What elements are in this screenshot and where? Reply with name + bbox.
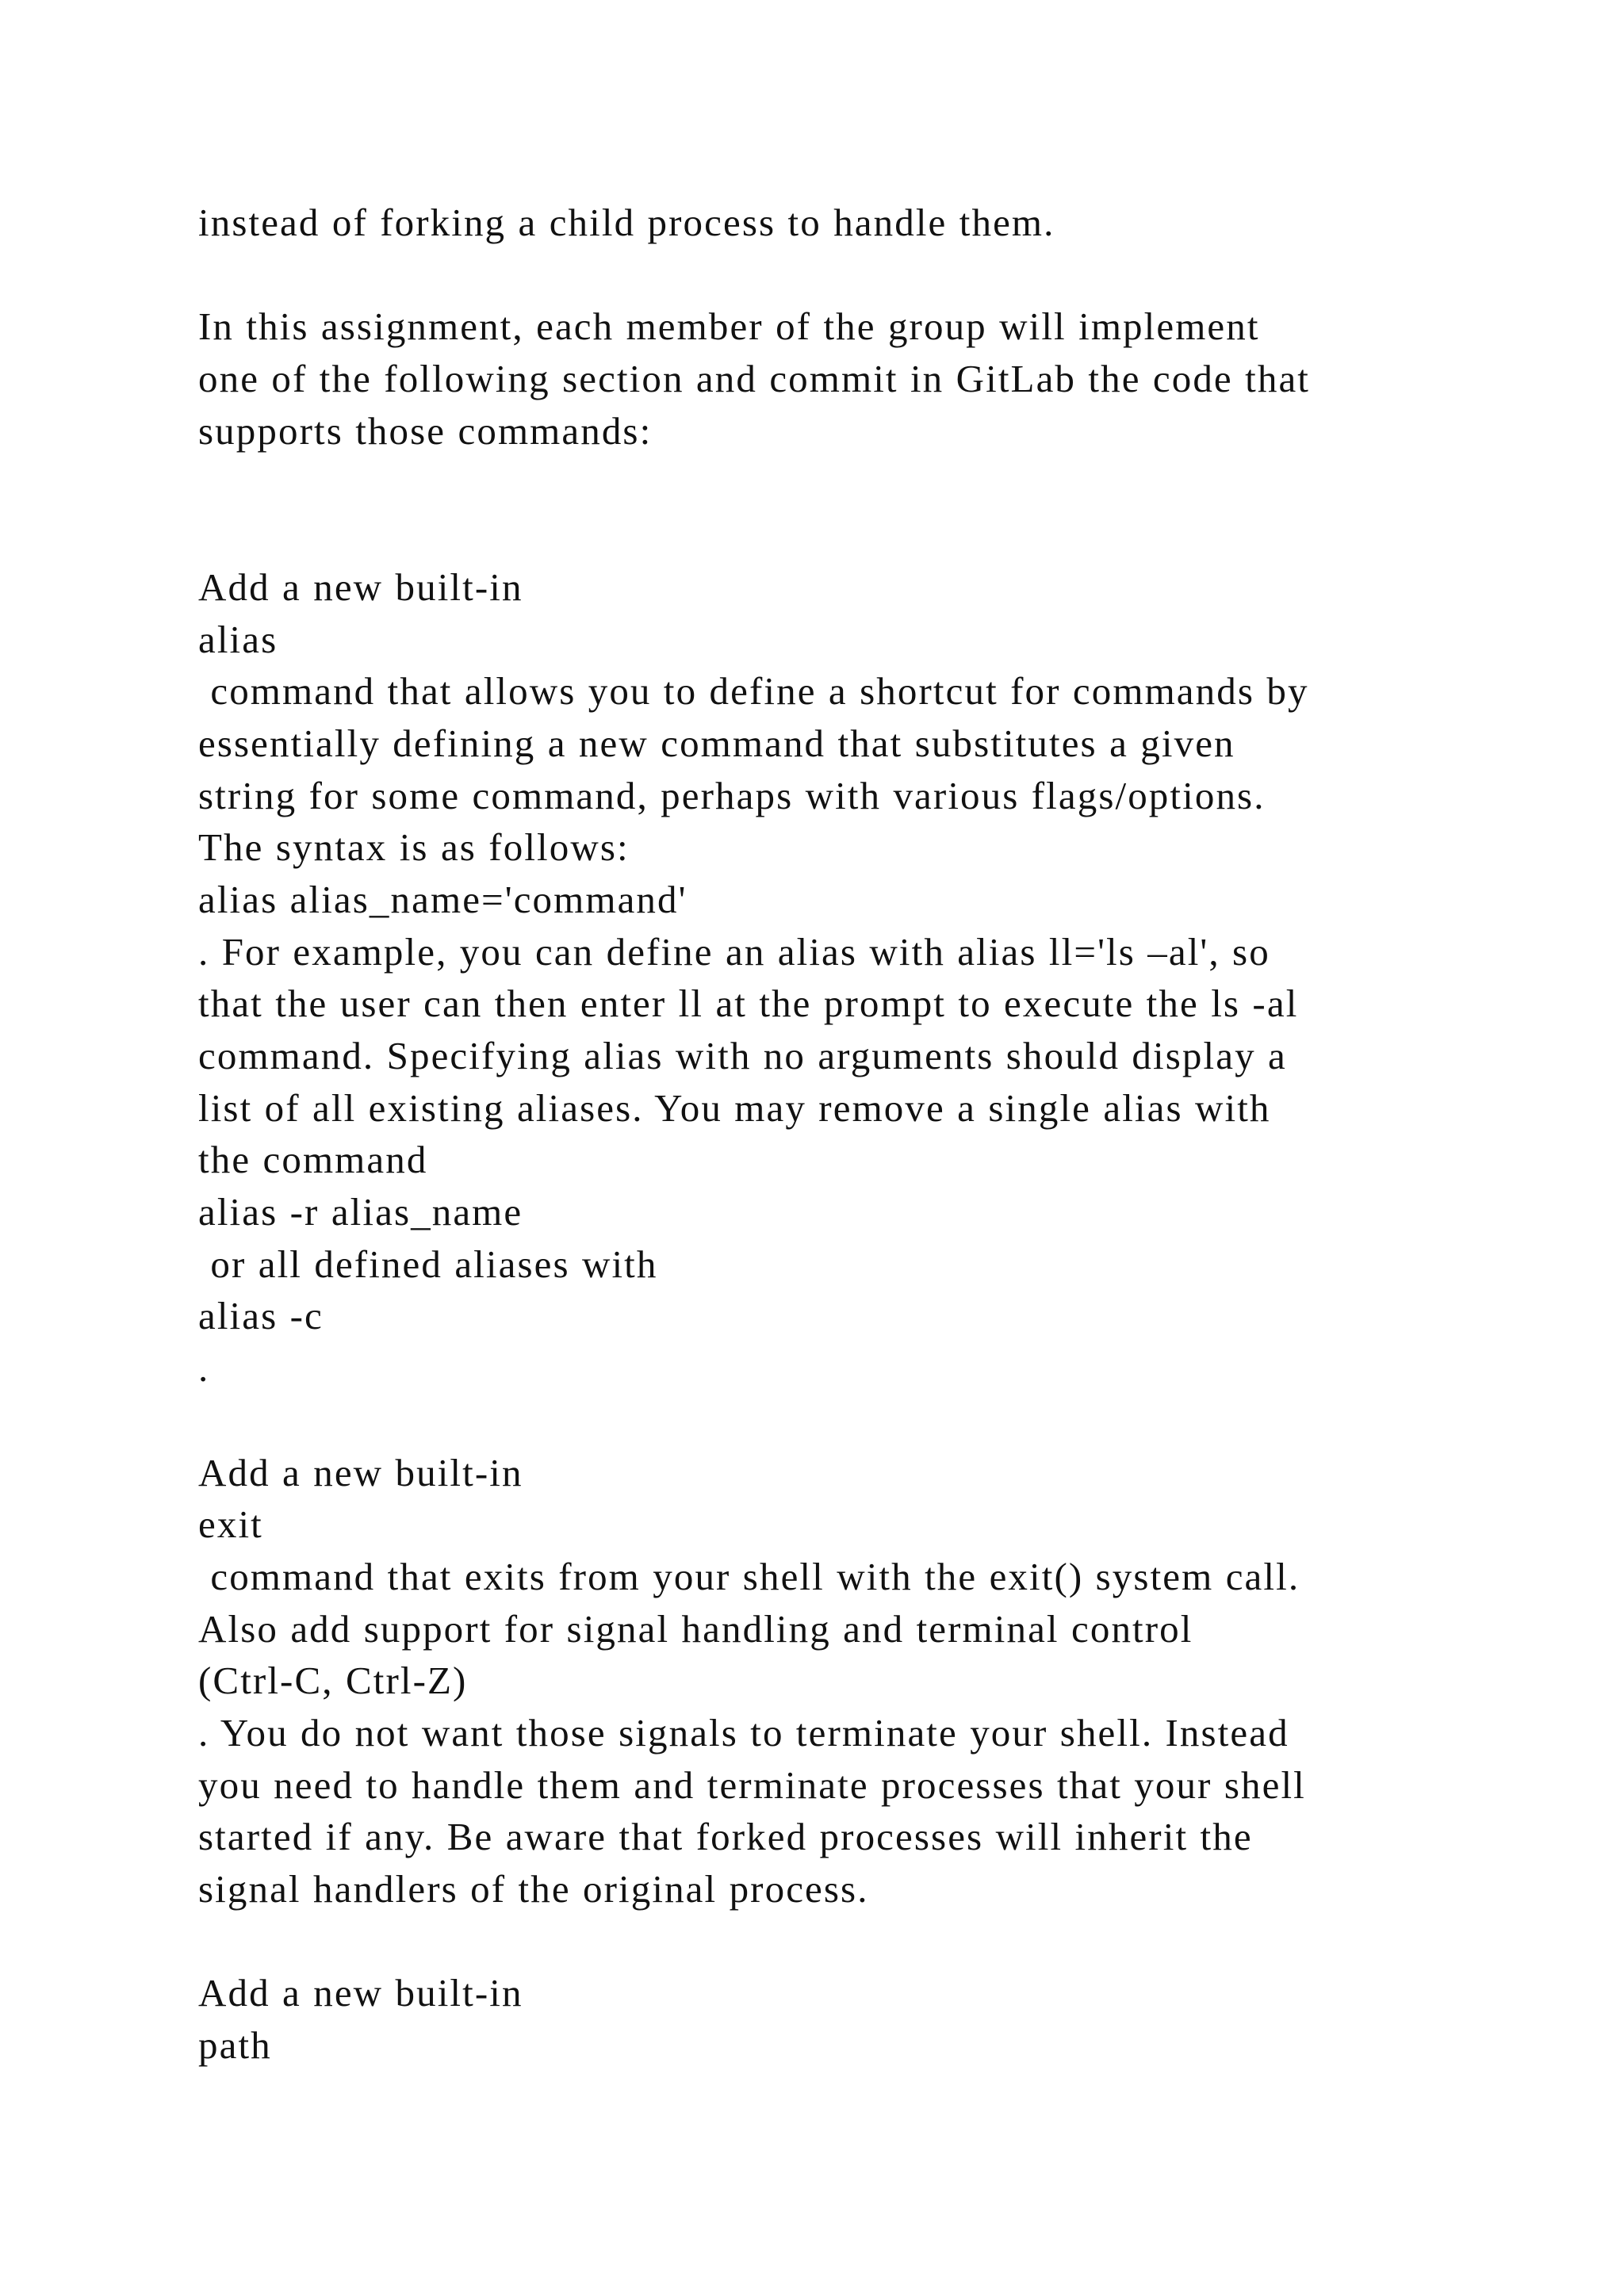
text-line: that the user can then enter ll at the prompt to execute the ls -al: [198, 982, 1299, 1026]
text-line: The syntax is as follows:: [198, 825, 630, 870]
paragraph-gap: [198, 249, 1507, 301]
text-line: (Ctrl-C, Ctrl-Z): [198, 1659, 468, 1703]
paragraph-gap: [198, 1395, 1507, 1447]
text-line: started if any. Be aware that forked processes will inherit the: [198, 1815, 1253, 1859]
text-line: you need to handle them and terminate processes that your shell: [198, 1762, 1306, 1807]
paragraph-section-alias: [198, 561, 1507, 1395]
paragraph-section-path: [198, 1967, 1507, 2071]
text-line: string for some command, perhaps with various flags/options.: [198, 773, 1266, 817]
text-line: path: [198, 2023, 272, 2068]
text-line: supports those commands:: [198, 408, 653, 453]
text-line: In this assignment, each member of the group will implement: [198, 304, 1260, 349]
text-line: Add a new built-in: [198, 1450, 523, 1494]
paragraph-intro-fragment: [198, 197, 1507, 249]
text-line: essentially defining a new command that substitutes a given: [198, 721, 1235, 765]
paragraph-gap: [198, 457, 1507, 561]
text-line: the command: [198, 1138, 428, 1182]
text-line: exit: [198, 1502, 263, 1547]
text-line: .: [198, 1346, 210, 1391]
text-line: alias -c: [198, 1294, 324, 1338]
text-line: alias -r alias_name: [198, 1190, 523, 1234]
text-line: one of the following section and commit in GitLab the code that: [198, 357, 1311, 401]
text-line: command. Specifying alias with no arguments should display a: [198, 1034, 1287, 1078]
text-line: . For example, you can define an alias with alias ll='ls –al', so: [198, 929, 1270, 974]
paragraph-section-exit: [198, 1447, 1507, 1915]
text-line: or all defined aliases with: [198, 1242, 658, 1286]
text-line: Add a new built-in: [198, 564, 523, 609]
text-line: alias: [198, 617, 278, 661]
document-body: [198, 197, 1507, 2072]
text-line: command that allows you to define a shortcut for commands by: [198, 669, 1309, 714]
text-line: instead of forking a child process to handle them.: [198, 201, 1055, 244]
paragraph-assignment-intro: [198, 300, 1507, 457]
text-line: list of all existing aliases. You may remove a single alias with: [198, 1085, 1271, 1130]
text-line: command that exits from your shell with the exit() system call.: [198, 1554, 1300, 1598]
text-line: Also add support for signal handling and terminal control: [198, 1606, 1193, 1651]
text-line: Add a new built-in: [198, 1971, 523, 2015]
text-line: . You do not want those signals to terminate your shell. Instead: [198, 1710, 1289, 1755]
text-line: alias alias_name='command': [198, 877, 688, 921]
paragraph-gap: [198, 1915, 1507, 1968]
text-line: signal handlers of the original process.: [198, 1867, 869, 1911]
